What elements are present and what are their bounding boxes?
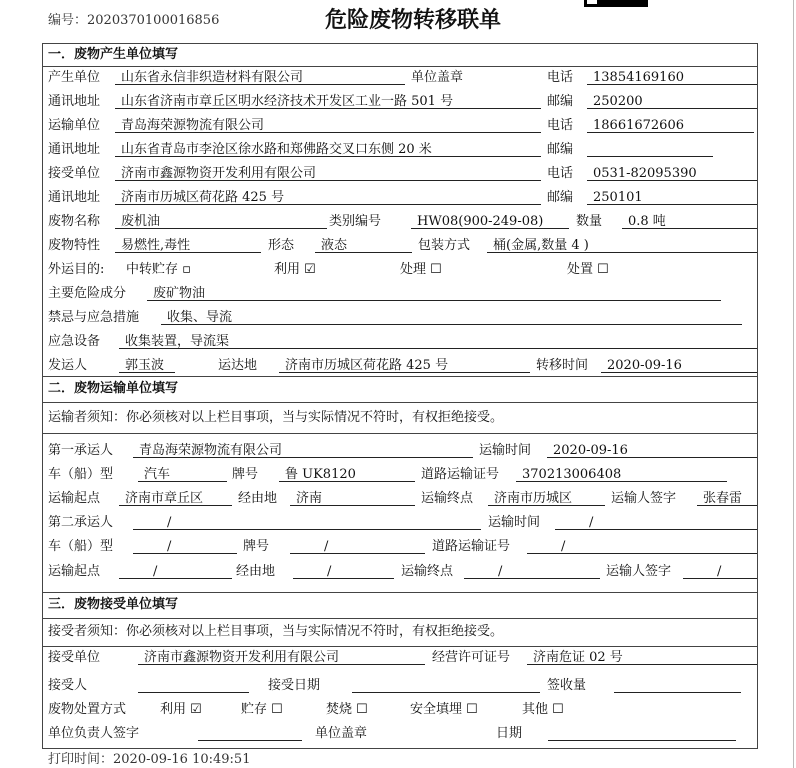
first-transport-time-field[interactable]: 2020-09-16 — [547, 443, 757, 458]
transfer-time-field[interactable]: 2020-09-16 — [601, 358, 757, 373]
producer-address-field[interactable]: 山东省济南市章丘区明水经济技术开发区工业一路 501 号 — [115, 94, 541, 109]
second-vehicle-type-field[interactable]: / — [133, 539, 237, 554]
first-vehicle-type-field[interactable]: 汽车 — [138, 467, 227, 482]
page-edge — [793, 0, 794, 768]
first-via-field[interactable]: 济南 — [290, 491, 415, 506]
first-start-field[interactable]: 济南市章丘区 — [119, 491, 232, 506]
divider — [42, 433, 757, 434]
method-storage-checkbox[interactable]: 贮存 ☐ — [241, 702, 283, 717]
waste-name-label: 废物名称 — [48, 214, 101, 229]
second-end-field[interactable]: / — [464, 564, 600, 579]
phone-label: 电话 — [547, 118, 574, 133]
method-utilization-checkbox[interactable]: 利用 ☑ — [160, 702, 202, 717]
form-field[interactable]: 液态 — [315, 238, 412, 253]
signature-label: 运输人签字 — [606, 564, 672, 579]
receiver-field[interactable]: 济南市鑫源物资开发利用有限公司 — [115, 166, 541, 181]
divider — [42, 402, 757, 403]
unit-seal-label: 单位盖章 — [315, 726, 368, 741]
zip-label: 邮编 — [547, 190, 574, 205]
phone-label: 电话 — [547, 166, 574, 181]
purpose-utilization-checkbox[interactable]: 利用 ☑ — [274, 262, 316, 277]
seal-label: 单位盖章 — [411, 70, 464, 85]
receiver-zip-field[interactable]: 250101 — [587, 190, 757, 205]
producer-field[interactable]: 山东省永信非织造材料有限公司 — [115, 70, 405, 85]
receive-date-field[interactable] — [352, 678, 540, 693]
first-carrier-field[interactable]: 青岛海荣源物流有限公司 — [133, 443, 473, 458]
signed-quantity-field[interactable] — [614, 678, 741, 693]
permit-label: 道路运输证号 — [432, 539, 511, 554]
receiver-person-label: 接受人 — [48, 678, 88, 693]
first-signature-field[interactable]: 张春雷 — [697, 491, 757, 506]
section-1-title: 一．废物产生单位填写 — [48, 47, 179, 62]
divider — [42, 646, 757, 647]
divider — [42, 618, 757, 619]
quantity-label: 数量 — [576, 214, 603, 229]
serial-number: 编号：2020370100016856 — [48, 13, 220, 28]
producer-label: 产生单位 — [48, 70, 101, 85]
category-field[interactable]: HW08(900-249-08) — [411, 214, 569, 229]
purpose-disposal-checkbox[interactable]: 处置 ☐ — [567, 262, 609, 277]
carrier-notice: 运输者须知：你必须核对以上栏目事项，当与实际情况不符时，有权拒绝接受。 — [48, 410, 504, 425]
divider — [42, 592, 757, 593]
hazard-field[interactable]: 废矿物油 — [147, 286, 721, 301]
sign-date-label: 日期 — [496, 726, 523, 741]
address-label: 通讯地址 — [48, 142, 101, 157]
zip-label: 邮编 — [547, 94, 574, 109]
second-start-field[interactable]: / — [119, 564, 232, 579]
receiving-unit-label: 接受单位 — [48, 650, 101, 665]
signature-label: 运输人签字 — [611, 491, 677, 506]
end-label: 运输终点 — [401, 564, 454, 579]
first-permit-field[interactable]: 370213006408 — [516, 467, 727, 482]
start-label: 运输起点 — [48, 564, 101, 579]
purpose-treatment-checkbox[interactable]: 处理 ☐ — [400, 262, 442, 277]
sender-label: 发运人 — [48, 358, 88, 373]
carrier-address-field[interactable]: 山东省青岛市李沧区徐水路和郑佛路交叉口东侧 20 米 — [115, 142, 541, 157]
license-label: 经营许可证号 — [432, 650, 511, 665]
sender-field[interactable]: 郭玉波 — [119, 358, 175, 373]
taboo-label: 禁忌与应急措施 — [48, 310, 140, 325]
destination-label: 运达地 — [218, 358, 258, 373]
vehicle-type-label: 车（船）型 — [48, 539, 114, 554]
form-label: 形态 — [268, 238, 295, 253]
producer-phone-field[interactable]: 13854169160 — [587, 70, 757, 85]
method-incineration-checkbox[interactable]: 焚烧 ☐ — [326, 702, 368, 717]
receiving-unit-field[interactable]: 济南市鑫源物资开发利用有限公司 — [138, 650, 425, 665]
second-transport-time-field[interactable]: / — [555, 515, 757, 530]
method-other-checkbox[interactable]: 其他 ☐ — [522, 702, 564, 717]
first-carrier-label: 第一承运人 — [48, 443, 114, 458]
carrier-phone-field[interactable]: 18661672606 — [587, 118, 754, 133]
section-3-title: 三．废物接受单位填写 — [48, 597, 179, 612]
first-end-field[interactable]: 济南市历城区 — [488, 491, 605, 506]
packaging-label: 包装方式 — [418, 238, 471, 253]
section-2-title: 二．废物运输单位填写 — [48, 381, 179, 396]
address-label: 通讯地址 — [48, 94, 101, 109]
second-carrier-field[interactable]: / — [133, 515, 481, 530]
hazard-label: 主要危险成分 — [48, 286, 127, 301]
license-field[interactable]: 济南危证 02 号 — [527, 650, 757, 665]
end-label: 运输终点 — [421, 491, 474, 506]
receiver-phone-field[interactable]: 0531-82095390 — [587, 166, 757, 181]
equipment-label: 应急设备 — [48, 334, 101, 349]
carrier-zip-field[interactable] — [587, 142, 713, 157]
permit-label: 道路运输证号 — [421, 467, 500, 482]
purpose-label: 外运目的: — [48, 262, 105, 277]
second-signature-field[interactable]: / — [683, 564, 757, 579]
waste-name-field[interactable]: 废机油 — [115, 214, 327, 229]
method-landfill-checkbox[interactable]: 安全填埋 ☐ — [410, 702, 478, 717]
address-label: 通讯地址 — [48, 190, 101, 205]
transport-time-label: 运输时间 — [479, 443, 532, 458]
producer-zip-field[interactable]: 250200 — [587, 94, 757, 109]
transfer-time-label: 转移时间 — [536, 358, 589, 373]
plate-label: 牌号 — [243, 539, 270, 554]
sign-date-field[interactable] — [548, 726, 736, 741]
packaging-field[interactable]: 桶(金属,数量 4 ) — [487, 238, 757, 253]
via-label: 经由地 — [238, 491, 278, 506]
disposal-method-label: 废物处置方式 — [48, 702, 127, 717]
via-label: 经由地 — [236, 564, 276, 579]
category-label: 类别编号 — [329, 214, 382, 229]
first-plate-field[interactable]: 鲁 UK8120 — [279, 467, 415, 482]
responsible-sign-field[interactable] — [198, 726, 302, 741]
plate-label: 牌号 — [232, 467, 259, 482]
divider — [42, 376, 757, 377]
receive-date-label: 接受日期 — [268, 678, 321, 693]
qr-code — [584, 0, 648, 7]
print-time: 打印时间：2020-09-16 10:49:51 — [48, 752, 251, 767]
phone-label: 电话 — [547, 70, 574, 85]
property-field[interactable]: 易燃性,毒性 — [115, 238, 261, 253]
transport-time-label: 运输时间 — [488, 515, 541, 530]
quantity-field[interactable]: 0.8 吨 — [622, 214, 757, 229]
purpose-transfer-storage-checkbox[interactable]: 中转贮存 ▫ — [126, 262, 191, 277]
second-permit-field[interactable]: / — [527, 539, 757, 554]
receiver-address-field[interactable]: 济南市历城区荷花路 425 号 — [115, 190, 541, 205]
receiver-person-field[interactable] — [138, 678, 249, 693]
carrier-label: 运输单位 — [48, 118, 101, 133]
receiver-notice: 接受者须知：你必须核对以上栏目事项，当与实际情况不符时，有权拒绝接受。 — [48, 624, 504, 639]
destination-field[interactable]: 济南市历城区荷花路 425 号 — [279, 358, 530, 373]
vehicle-type-label: 车（船）型 — [48, 467, 114, 482]
zip-label: 邮编 — [547, 142, 574, 157]
property-label: 废物特性 — [48, 238, 101, 253]
divider — [42, 66, 757, 67]
page-title: 危险废物转移联单 — [325, 8, 502, 33]
receiver-label: 接受单位 — [48, 166, 101, 181]
responsible-sign-label: 单位负责人签字 — [48, 726, 140, 741]
signed-quantity-label: 签收量 — [547, 678, 587, 693]
second-via-field[interactable]: / — [293, 564, 394, 579]
taboo-field[interactable]: 收集、导流 — [161, 310, 742, 325]
equipment-field[interactable]: 收集装置，导流渠 — [119, 334, 757, 349]
carrier-field[interactable]: 青岛海荣源物流有限公司 — [115, 118, 541, 133]
second-plate-field[interactable]: / — [290, 539, 425, 554]
second-carrier-label: 第二承运人 — [48, 515, 114, 530]
start-label: 运输起点 — [48, 491, 101, 506]
